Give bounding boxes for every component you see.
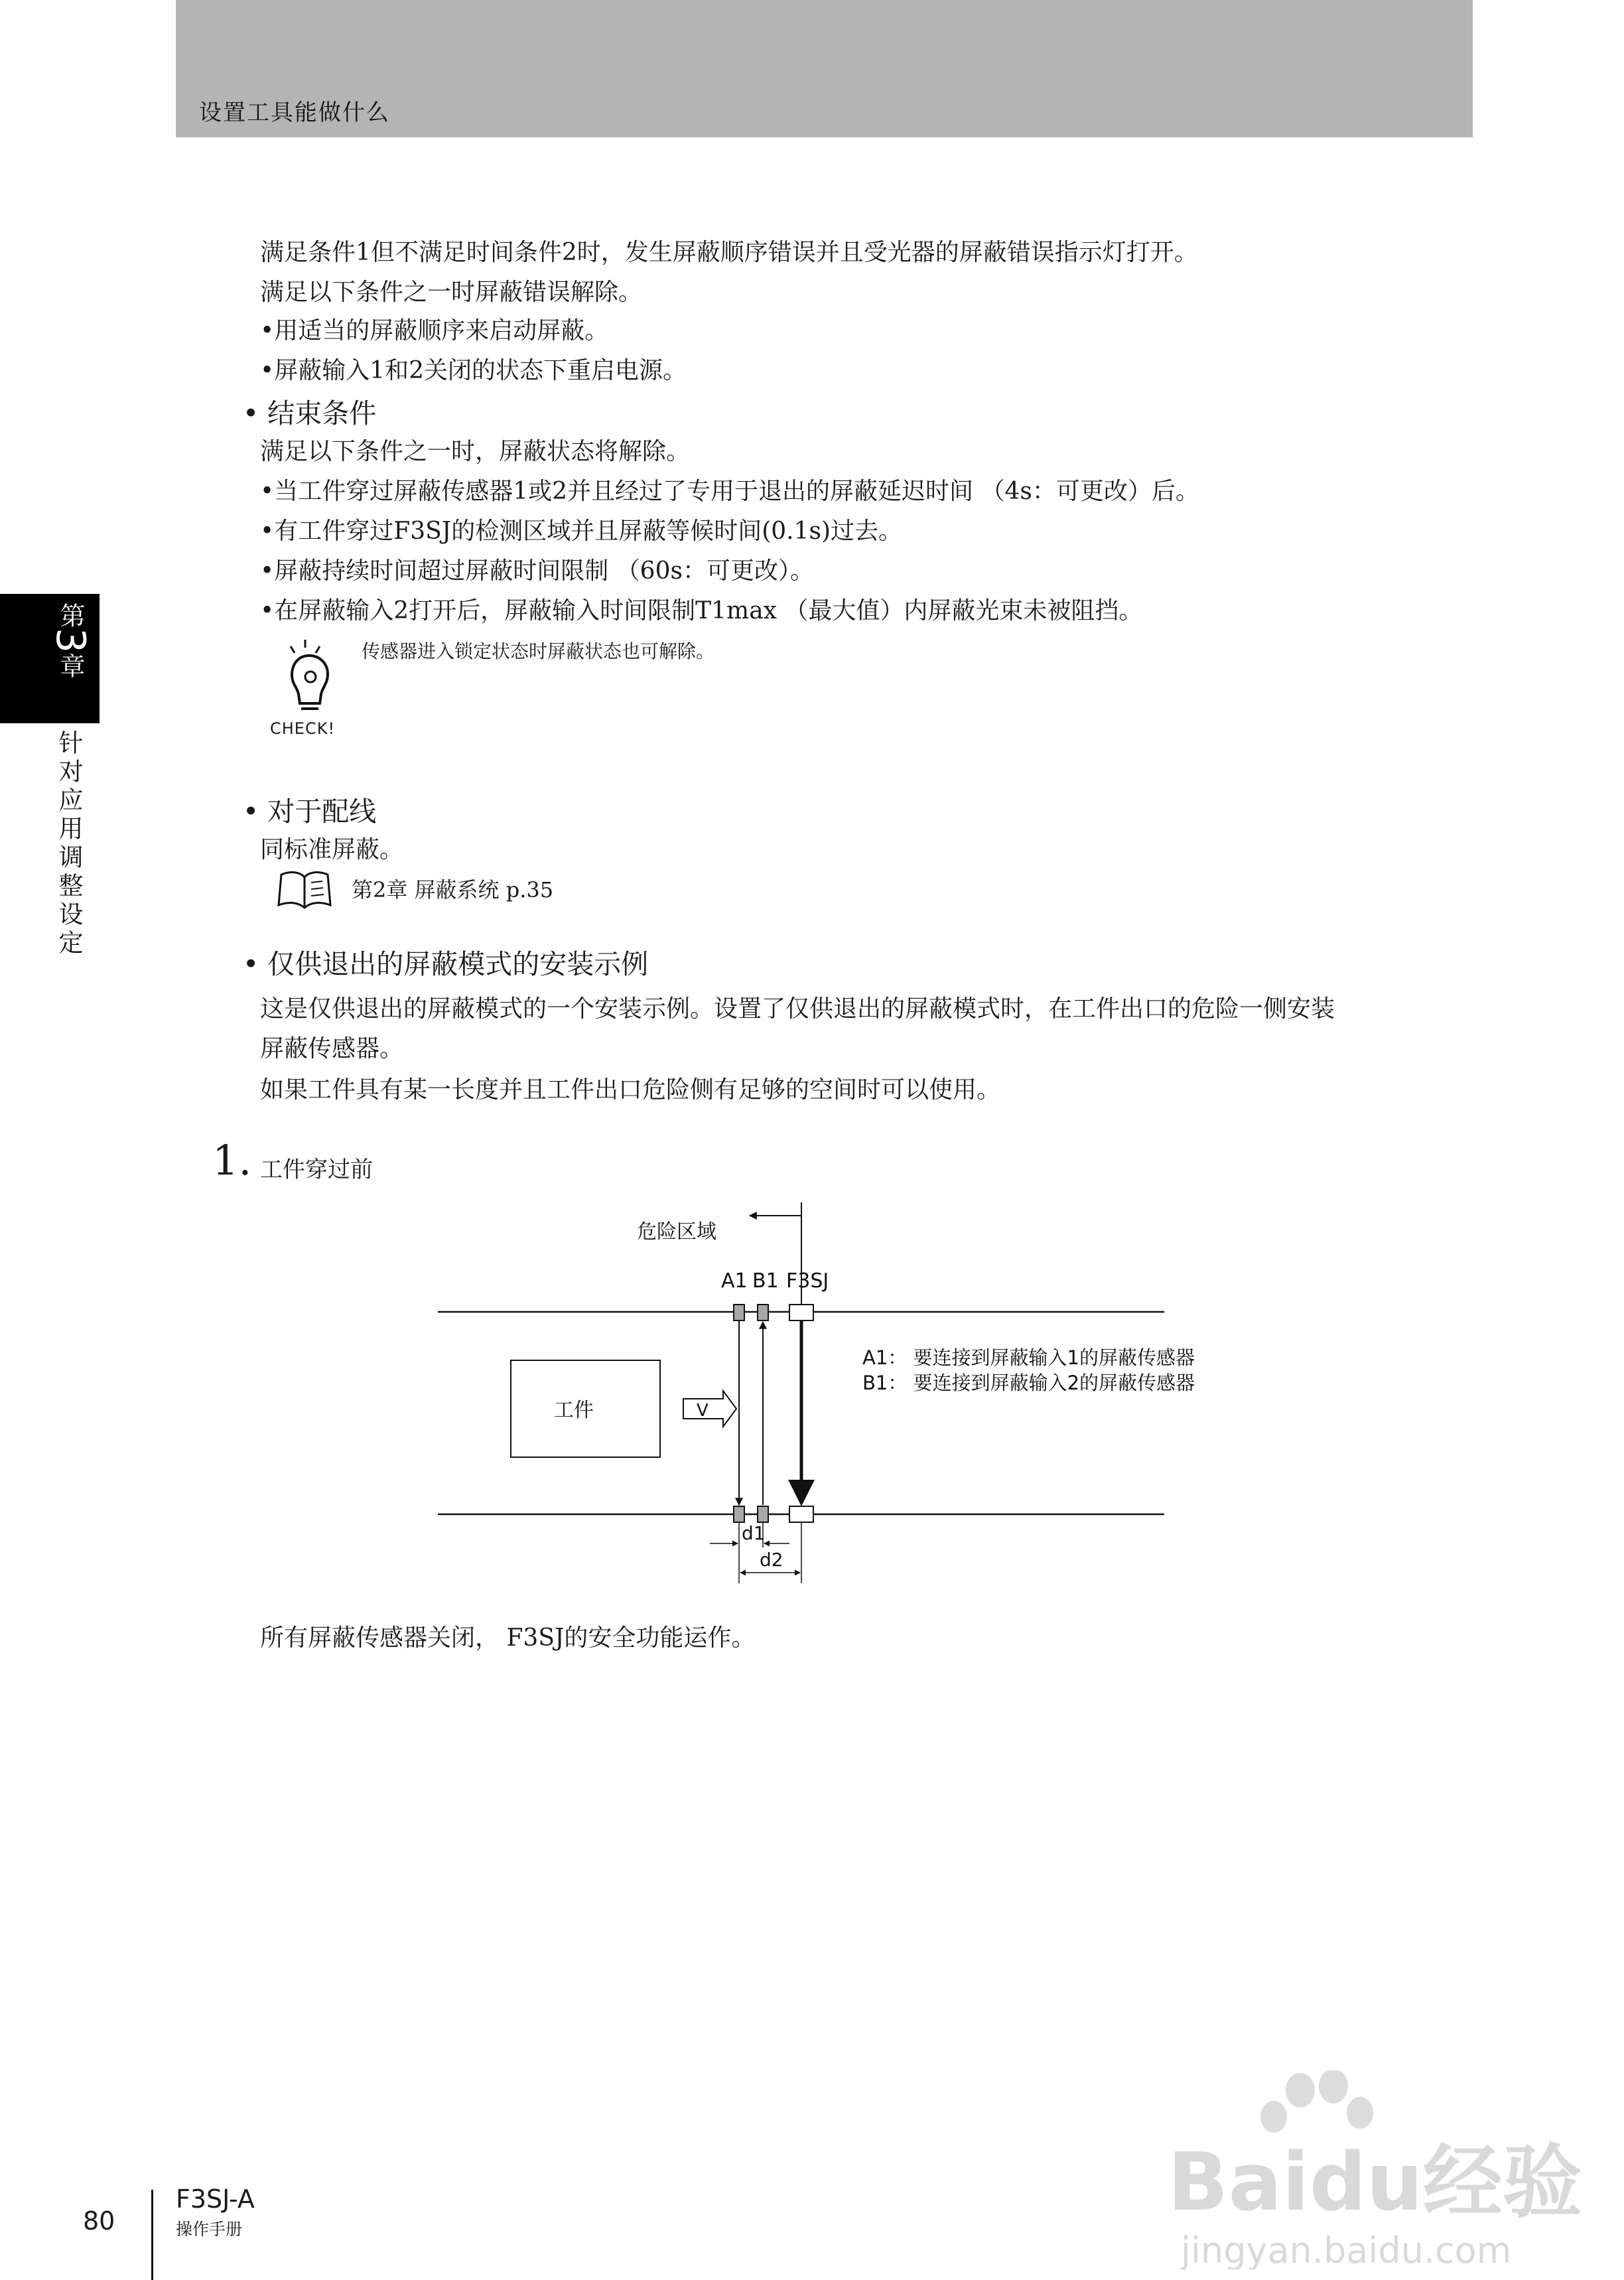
check-lightbulb-icon — [272, 637, 345, 720]
example-line: 屏蔽传感器。 — [260, 1035, 404, 1062]
end-condition-line: •屏蔽持续时间超过屏蔽时间限制 （60s：可更改）。 — [260, 557, 814, 585]
chapter-suffix: 章 — [56, 653, 85, 679]
example-line: 如果工件具有某一长度并且工件出口危险侧有足够的空间时可以使用。 — [260, 1076, 1001, 1104]
dim-d2-label: d2 — [760, 1549, 783, 1571]
workpiece-label: 工件 — [554, 1399, 594, 1422]
chapter-title: 针对应用调整设定 — [54, 730, 83, 958]
sensor-a1-top — [734, 1305, 744, 1320]
book-reference-icon — [275, 869, 334, 910]
sensor-b1-bottom — [758, 1506, 768, 1522]
footer-divider — [151, 2190, 153, 2280]
velocity-label: V — [697, 1401, 709, 1421]
chapter-number: 3 — [47, 628, 94, 654]
end-condition-line: •当工件穿过屏蔽传感器1或2并且经过了专用于退出的屏蔽延迟时间 （4s：可更改）后。 — [260, 478, 1199, 505]
end-condition-line: 满足以下条件之一时，屏蔽状态将解除。 — [260, 438, 691, 465]
step-title: 工件穿过前 — [260, 1157, 373, 1183]
chapter-prefix: 第 — [56, 603, 85, 628]
legend-a1: A1： 要连接到屏蔽输入1的屏蔽传感器 — [862, 1346, 1195, 1369]
end-condition-heading: • 结束条件 — [243, 397, 377, 429]
installation-diagram — [431, 1181, 1267, 1593]
chapter-tab-label — [47, 603, 94, 679]
footer-model: F3SJ-A — [176, 2184, 255, 2214]
velocity-arrow — [683, 1391, 736, 1427]
paw-icon — [1260, 2070, 1373, 2133]
example-heading: • 仅供退出的屏蔽模式的安装示例 — [243, 948, 649, 980]
footer-subtitle: 操作手册 — [176, 2220, 243, 2239]
paragraph-line: •用适当的屏蔽顺序来启动屏蔽。 — [260, 317, 609, 344]
paragraph-line: •屏蔽输入1和2关闭的状态下重启电源。 — [260, 357, 687, 384]
wiring-heading: • 对于配线 — [243, 796, 377, 827]
label-f3sj: F3SJ — [786, 1269, 829, 1293]
wiring-line: 同标准屏蔽。 — [260, 836, 404, 863]
reference-link[interactable]: 第2章 屏蔽系统 p.35 — [352, 877, 554, 902]
legend-b1: B1： 要连接到屏蔽输入2的屏蔽传感器 — [862, 1372, 1195, 1394]
paragraph-line: 满足条件1但不满足时间条件2时，发生屏蔽顺序错误并且受光器的屏蔽错误指示灯打开。 — [260, 239, 1198, 266]
page-number: 80 — [83, 2206, 115, 2236]
sensor-a1-bottom — [734, 1506, 744, 1522]
example-line: 这是仅供退出的屏蔽模式的一个安装示例。设置了仅供退出的屏蔽模式时，在工件出口的危险一侧安装 — [260, 995, 1335, 1023]
danger-zone-label: 危险区域 — [637, 1220, 716, 1244]
diagram-caption: 所有屏蔽传感器关闭， F3SJ的安全功能运作。 — [260, 1624, 756, 1652]
label-b1: B1 — [752, 1269, 779, 1293]
check-note: 传感器进入锁定状态时屏蔽状态也可解除。 — [362, 640, 715, 662]
end-condition-line: •有工件穿过F3SJ的检测区域并且屏蔽等候时间(0.1s)过去。 — [260, 518, 903, 545]
baidu-watermark — [1168, 2070, 1599, 2269]
watermark-brand: Baidu经验 — [1168, 2137, 1582, 2229]
label-a1: A1 — [721, 1269, 748, 1293]
section-header-title: 设置工具能做什么 — [199, 100, 390, 126]
f3sj-bottom — [789, 1506, 813, 1522]
sensor-b1-top — [758, 1305, 768, 1320]
watermark-url: jingyan.baidu.com — [1181, 2230, 1512, 2269]
paragraph-line: 满足以下条件之一时屏蔽错误解除。 — [260, 279, 643, 306]
check-label: CHECK! — [270, 719, 336, 738]
dim-d1-label: d1 — [742, 1522, 766, 1544]
step-number: 1. — [212, 1136, 252, 1184]
f3sj-top — [789, 1305, 813, 1320]
end-condition-line: •在屏蔽输入2打开后，屏蔽输入时间限制T1max （最大值）内屏蔽光束未被阻挡。 — [260, 597, 1143, 624]
